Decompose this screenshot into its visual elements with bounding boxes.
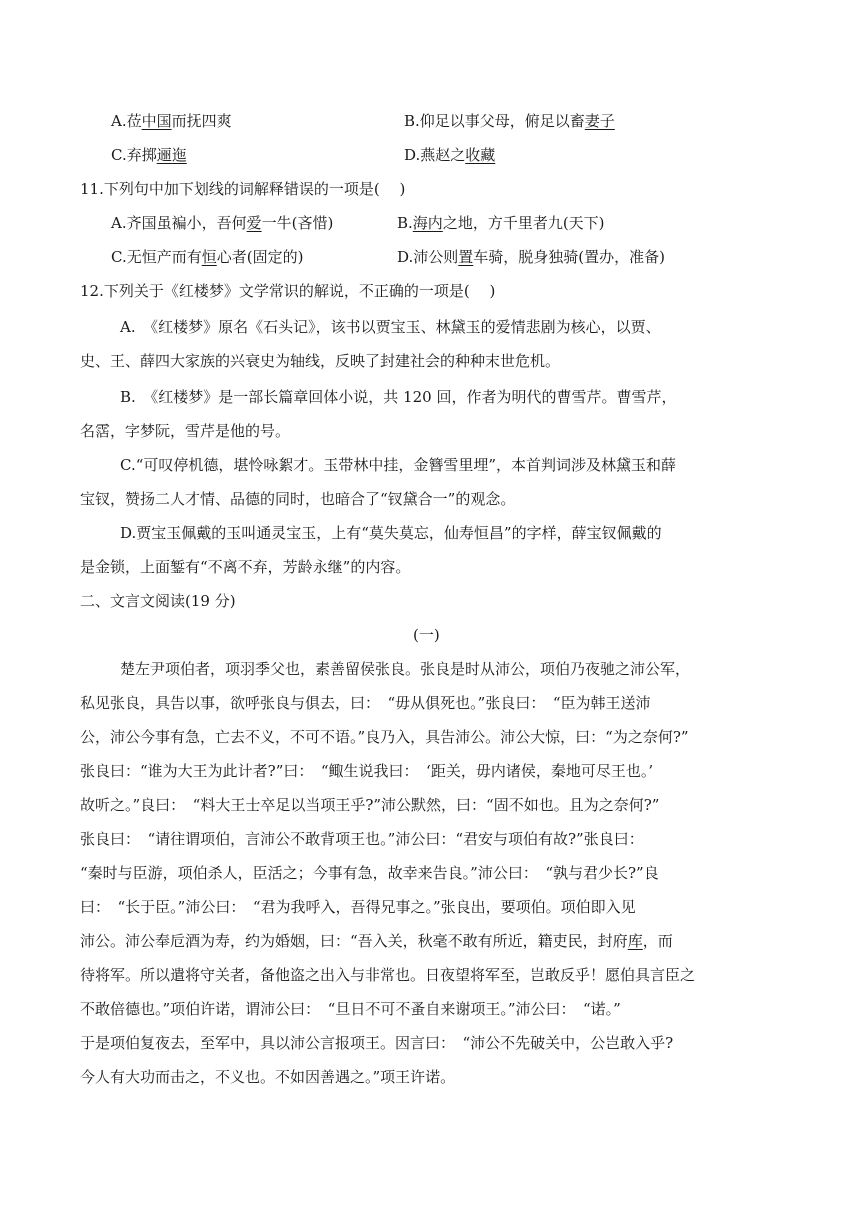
passage-line: 于是项伯复夜去，至军中，具以沛公言报项王。因言曰： “沛公不先破关中，公岂敢入乎? <box>80 1034 674 1052</box>
passage-line: 今人有大功而击之，不义也。不如因善遇之。”项王许诺。 <box>80 1068 456 1086</box>
underlined-word: 收藏 <box>465 146 496 164</box>
q10-option-c <box>111 145 187 165</box>
passage-line: 曰： “长于臣。”沛公曰： “君为我呼入，吾得兄事之。”张良出，要项伯。项伯即入见 <box>80 898 636 916</box>
section-heading: 二、文言文阅读(19 分) <box>80 592 236 610</box>
q12-option-d-line2: 是金锁，上面錾有“不离不弃，芳龄永继”的内容。 <box>80 558 411 576</box>
option-text: C.无恒产而有 <box>111 248 202 266</box>
option-text: B. <box>397 214 413 232</box>
option-text: 一牛(吝惜) <box>261 214 334 232</box>
q12-option-d-line1: D.贾宝玉佩戴的玉叫通灵宝玉，上有“莫失莫忘，仙寿恒昌”的字样，薛宝钗佩戴的 <box>120 524 662 542</box>
passage-line: 张良曰：“谁为大王为此计者?”曰： “鲰生说我曰： ‘距关，毋内诸侯，秦地可尽王也。’ <box>80 762 654 780</box>
passage-line: 故听之。”良曰： “料大王士卒足以当项王乎?”沛公默然，曰：“固不如也。且为之奈何?” <box>80 796 660 814</box>
option-text: C.弃掷 <box>111 146 157 164</box>
option-text: B.仰足以事父母，俯足以畜 <box>404 112 585 130</box>
q11-stem: 11.下列句中加下划线的词解释错误的一项是( ) <box>80 180 406 198</box>
underlined-word: 恒 <box>201 248 217 266</box>
q12-option-a-line1: A. 《红楼梦》原名《石头记》，该书以贾宝玉、林黛玉的爱情悲剧为核心，以贾、 <box>120 318 661 336</box>
underlined-word: 置 <box>458 248 474 266</box>
q10-option-b <box>404 111 615 131</box>
passage-line: 不敢倍德也。”项伯许诺，谓沛公曰： “旦日不可不蚤自来谢项王。”沛公曰： “诺。” <box>80 1000 621 1018</box>
option-text: 而抚四爽 <box>171 112 232 130</box>
passage-number: (一) <box>413 626 440 644</box>
option-text: D.沛公则 <box>397 248 459 266</box>
option-text: 之地，方千里者九(天下) <box>442 214 605 232</box>
option-text: 车骑，脱身独骑(置办，准备) <box>473 248 665 266</box>
q12-option-b-line1: B. 《红楼梦》是一部长篇章回体小说，共 120 回，作者为明代的曹雪芹。曹雪芹， <box>120 388 677 406</box>
passage-line: 待将军。所以遣将守关者，备他盗之出入与非常也。日夜望将军至，岂敢反乎！愿伯具言臣之 <box>80 966 696 984</box>
underlined-word: 中国 <box>141 112 172 130</box>
underlined-word: 海内 <box>412 214 443 232</box>
q10-option-d <box>404 145 495 165</box>
q11-option-a <box>111 213 333 233</box>
q12-stem: 12.下列关于《红楼梦》文学常识的解说，不正确的一项是( ) <box>80 282 496 300</box>
q12-option-c-line2: 宝钗，赞扬二人才情、品德的同时，也暗合了“钗黛合一”的观念。 <box>80 490 516 508</box>
q12-option-b-line2: 名霑，字梦阮，雪芹是他的号。 <box>80 422 291 440</box>
passage-line: 张良曰： “请往谓项伯，言沛公不敢背项王也。”沛公曰：“君安与项伯有故?”张良曰： <box>80 830 644 848</box>
passage-line: 私见张良，具告以事，欲呼张良与俱去，曰： “毋从俱死也。”张良曰： “臣为韩王送沛 <box>80 694 651 712</box>
option-text: 心者(固定的) <box>216 248 304 266</box>
q12-option-a-line2: 史、王、薛四大家族的兴衰史为轴线，反映了封建社会的种种末世危机。 <box>80 352 561 370</box>
passage-text: ，而 <box>642 932 673 950</box>
underlined-word: 逦迤 <box>156 146 187 164</box>
option-text: A.莅 <box>111 112 142 130</box>
underlined-word: 库 <box>627 932 643 950</box>
passage-line <box>80 931 673 951</box>
q12-option-c-line1: C.“可叹停机德，堪怜咏絮才。玉带林中挂，金簪雪里埋”，本首判词涉及林黛玉和薛 <box>120 456 677 474</box>
q10-option-a <box>111 111 232 131</box>
q11-option-b <box>397 213 605 233</box>
q11-option-d <box>397 247 665 267</box>
option-text: D.燕赵之 <box>404 146 466 164</box>
option-text: A.齐国虽褊小，吾何 <box>111 214 247 232</box>
passage-line: 楚左尹项伯者，项羽季父也，素善留侯张良。张良是时从沛公，项伯乃夜驰之沛公军， <box>120 660 691 678</box>
underlined-word: 妻子 <box>584 112 615 130</box>
passage-text: 沛公。沛公奉卮酒为寿，约为婚姻，曰：“吾入关，秋毫不敢有所近，籍吏民，封府 <box>80 932 628 950</box>
passage-line: 公，沛公今事有急，亡去不义，不可不语。”良乃入，具告沛公。沛公大惊，曰：“为之奈何?” <box>80 728 689 746</box>
q11-option-c <box>111 247 303 267</box>
underlined-word: 爱 <box>246 214 262 232</box>
passage-line: “秦时与臣游，项伯杀人，臣活之；今事有急，故幸来告良。”沛公曰： “孰与君少长?”良 <box>80 864 659 882</box>
